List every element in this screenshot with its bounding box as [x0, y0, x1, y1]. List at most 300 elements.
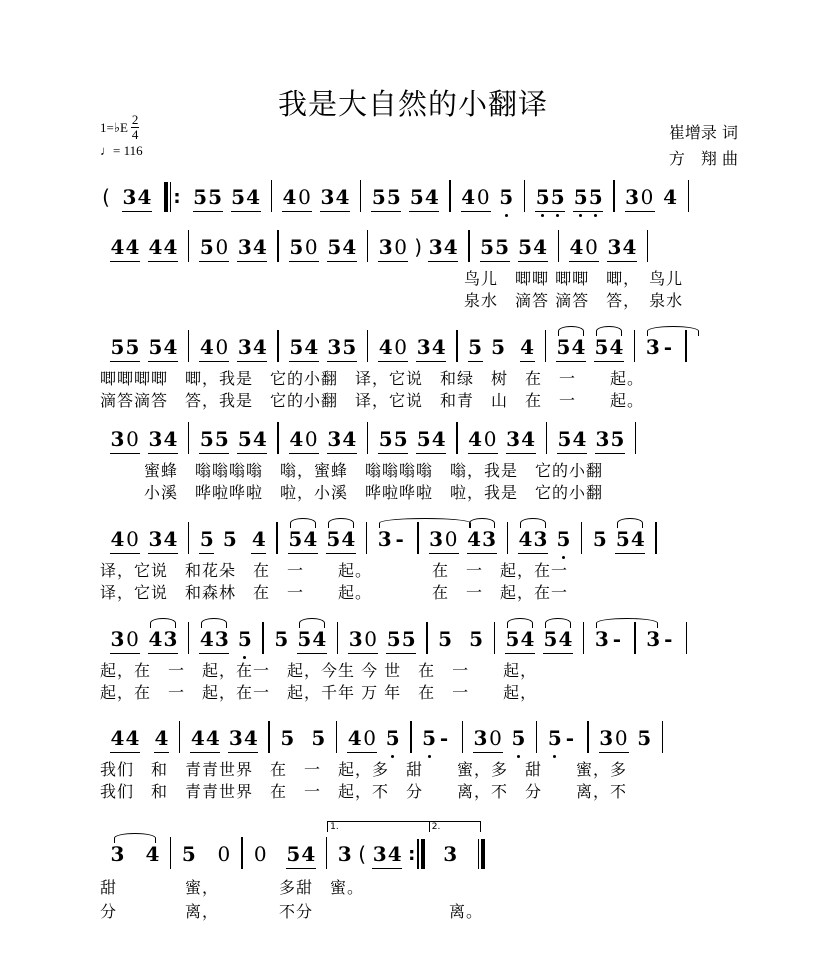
beat-group	[645, 336, 675, 361]
note: 4	[252, 427, 267, 451]
beat-group	[286, 843, 316, 869]
measure	[100, 528, 188, 554]
credits	[669, 120, 738, 172]
note: 4	[199, 627, 214, 651]
beat-group	[422, 727, 452, 752]
note: 5	[422, 726, 437, 750]
note: 0	[394, 235, 408, 259]
note: 3	[473, 726, 488, 750]
measure	[635, 336, 685, 361]
note: 3	[482, 527, 497, 551]
note: 0	[215, 335, 229, 359]
beat-group	[148, 236, 178, 262]
measure	[361, 186, 449, 212]
beat-group	[110, 727, 140, 753]
beat-group	[556, 336, 586, 362]
note: 5	[288, 527, 303, 551]
note: 5	[280, 726, 295, 750]
note: 3	[607, 235, 622, 259]
note: 4	[347, 726, 362, 750]
note: 3	[533, 527, 548, 551]
note: 4	[342, 427, 357, 451]
note: 4	[335, 185, 350, 209]
repeat-end-sign: :	[408, 839, 425, 869]
lyrics-verse-2: 分 离， 不分 离。	[100, 902, 484, 921]
note: 5	[556, 335, 571, 359]
note: 5	[222, 527, 237, 551]
lyricist: 崔增录 词	[668, 123, 738, 142]
note: 5	[469, 627, 484, 651]
measure	[100, 628, 188, 654]
beat-group	[518, 528, 548, 554]
beat-group	[148, 336, 178, 362]
note: 0	[640, 185, 654, 209]
note: 3	[237, 335, 252, 359]
note: 0	[126, 627, 139, 651]
beat-group	[378, 428, 408, 454]
measure	[537, 727, 587, 752]
beat-group	[556, 528, 571, 553]
beat-group	[289, 236, 319, 262]
beat-group	[594, 336, 624, 362]
lyrics-verse-2: 我们 和 青青世界 在 一 起，不 分 离，不 分 离，不	[100, 782, 628, 801]
note: 4	[137, 185, 152, 209]
lyrics-verse-2: 起，在 一 起，在一 起，千年 万 年 在 一 起，	[100, 683, 538, 702]
key-label: 1=♭E	[100, 120, 128, 135]
note: 4	[148, 235, 163, 259]
note: 5	[495, 235, 510, 259]
note: 4	[110, 235, 125, 259]
note: 5	[214, 427, 229, 451]
lyrics-verse-2: 泉水 滴答 滴答 答， 泉水	[464, 291, 684, 310]
note: 3	[148, 527, 163, 551]
note: 0	[304, 235, 318, 259]
beat-group	[228, 727, 258, 753]
beat-group	[253, 843, 268, 868]
note: 5	[543, 627, 558, 651]
note: 0	[126, 527, 139, 551]
note: 4	[243, 726, 258, 750]
measure	[584, 628, 634, 653]
note: 0	[364, 627, 378, 651]
note: 0	[585, 235, 598, 259]
note: 3	[645, 335, 660, 359]
lyrics-verse-1: 唧唧唧唧 唧，我是 它的小翻 译，它说 和绿 树 在 一 起。	[100, 369, 645, 388]
note: 5	[342, 335, 357, 359]
note: 4	[163, 527, 178, 551]
beat-group	[148, 528, 178, 554]
measure	[368, 428, 456, 454]
beat-group	[535, 186, 565, 212]
measure	[100, 428, 188, 454]
note: 4	[520, 335, 535, 359]
measure	[615, 186, 688, 212]
note: 3	[416, 335, 431, 359]
note: 3	[348, 627, 363, 651]
measure	[431, 822, 493, 869]
beat-group	[547, 727, 577, 752]
note: 0	[304, 427, 318, 451]
beat-group	[480, 236, 510, 262]
beat-group	[377, 528, 407, 553]
measure	[495, 628, 583, 654]
measure	[428, 628, 494, 653]
note: 5	[231, 185, 246, 209]
measure	[189, 336, 277, 362]
note: 5	[491, 335, 506, 359]
beat-group	[199, 236, 229, 262]
notation-row	[100, 336, 687, 360]
beat-group	[251, 528, 266, 554]
note: 5	[208, 185, 223, 209]
beat-group	[615, 528, 645, 554]
note: 0	[253, 842, 267, 866]
notation-row	[100, 186, 689, 210]
note: 4	[609, 335, 624, 359]
note: 4	[571, 335, 586, 359]
lyrics-verse-1: 甜 蜜， 多甜 蜜。	[100, 878, 365, 897]
note: 4	[558, 627, 573, 651]
note: 5	[438, 627, 453, 651]
note: 5	[401, 627, 416, 651]
measure	[189, 428, 277, 454]
note: 4	[154, 726, 169, 750]
measure	[636, 628, 686, 653]
beat-group	[386, 628, 416, 654]
notation-row	[100, 236, 648, 260]
notation-row	[100, 528, 657, 552]
lyrics-verse-2: 小溪 哗啦哗啦 啦，小溪 哗啦哗啦 啦，我是 它的小翻	[144, 483, 604, 502]
key-tempo-block	[100, 113, 143, 159]
note: 4	[252, 335, 267, 359]
beat-group	[599, 727, 629, 753]
measure	[264, 628, 337, 654]
note: 0	[217, 842, 231, 866]
beat-group	[122, 186, 152, 212]
final-barline	[476, 839, 485, 869]
measure	[183, 186, 271, 212]
note: 5	[505, 627, 520, 651]
beat-group	[506, 428, 536, 454]
lyrics-verse-1: 起，在 一 起，在一 起，今生 今 世 在 一 起，	[100, 661, 538, 680]
beat-group	[416, 336, 446, 362]
measure	[547, 428, 635, 454]
barline	[655, 522, 656, 554]
beat-group	[327, 428, 357, 454]
note: 5	[125, 335, 140, 359]
beat-group	[145, 843, 160, 868]
beat-group	[326, 528, 356, 554]
beat-group	[438, 628, 453, 653]
beat-group	[237, 236, 267, 262]
note: -	[612, 627, 621, 651]
beat-group	[409, 186, 439, 212]
measure	[100, 236, 188, 262]
beat-group	[110, 236, 140, 262]
measure	[582, 528, 655, 554]
note: 0	[476, 185, 490, 209]
beat-group	[372, 843, 402, 869]
measure	[112, 186, 162, 212]
note: 5	[199, 235, 214, 259]
note: 4	[252, 235, 267, 259]
note: 5	[297, 627, 312, 651]
beat-group	[428, 236, 458, 262]
note: 0	[489, 726, 502, 750]
beat-group	[320, 186, 350, 212]
beat-group	[181, 843, 196, 868]
note: 0	[126, 427, 139, 451]
note: 4	[145, 842, 160, 866]
beat-group	[297, 628, 327, 654]
time-top: 2	[131, 112, 139, 127]
beat-group	[637, 727, 652, 752]
note: 4	[246, 185, 261, 209]
note: 3	[625, 185, 639, 209]
beat-group	[467, 528, 497, 554]
note: 3	[594, 627, 609, 651]
measure	[272, 186, 360, 212]
beat-group	[646, 628, 676, 653]
notation-row	[100, 428, 636, 452]
measure	[589, 727, 662, 753]
beat-group	[199, 628, 229, 654]
beat-group	[473, 727, 503, 753]
beat-group	[385, 727, 400, 752]
beat-group	[222, 528, 237, 553]
barline	[688, 180, 689, 212]
note: 5	[378, 427, 393, 451]
beat-group	[573, 186, 603, 212]
beat-group	[371, 186, 401, 212]
beat-group	[518, 236, 548, 262]
note: 5	[499, 185, 514, 209]
note: 3	[428, 235, 443, 259]
repeat-start-sign: :	[164, 182, 181, 212]
note: 5	[511, 726, 526, 750]
note: 5	[480, 235, 495, 259]
note: 5	[518, 235, 533, 259]
note: 5	[610, 427, 625, 451]
beat-group	[190, 727, 220, 753]
beat-group	[327, 236, 357, 262]
note: 5	[386, 185, 401, 209]
note: 5	[148, 335, 163, 359]
note: 3	[646, 627, 661, 651]
beat-group	[110, 428, 140, 454]
note: 4	[387, 842, 402, 866]
note: 3	[327, 335, 342, 359]
note: -	[395, 527, 404, 551]
beat-group	[154, 727, 169, 753]
note: 5	[547, 726, 562, 750]
measure	[338, 628, 426, 654]
beat-group	[469, 628, 484, 653]
beat-group	[231, 186, 261, 212]
barline	[662, 721, 663, 753]
beat-group	[378, 336, 408, 362]
measure	[100, 843, 170, 868]
note: 4	[110, 726, 125, 750]
time-bottom: 4	[131, 127, 139, 142]
note: 4	[199, 335, 214, 359]
note: 4	[282, 185, 297, 209]
note: 5	[594, 335, 609, 359]
measure	[367, 528, 417, 553]
note: 5	[468, 335, 483, 359]
note: 4	[443, 235, 458, 259]
measure	[279, 336, 367, 362]
measure	[243, 843, 326, 869]
measure	[278, 528, 366, 554]
note: 3	[228, 726, 243, 750]
note: 5	[573, 185, 588, 209]
note: 5	[237, 627, 252, 651]
note: 5	[326, 527, 341, 551]
beat-group	[543, 628, 573, 654]
note: 4	[163, 235, 178, 259]
note: 4	[110, 527, 125, 551]
note: 5	[557, 427, 572, 451]
note: 3	[110, 427, 125, 451]
note: 4	[163, 427, 178, 451]
note: 5	[393, 427, 408, 451]
beat-group	[595, 428, 625, 454]
beat-group	[280, 727, 295, 752]
note: 4	[125, 726, 140, 750]
lyrics-verse-1: 我们 和 青青世界 在 一 起，多 甜 蜜，多 甜 蜜，多	[100, 760, 628, 779]
slur-arc	[379, 518, 471, 528]
note: 4	[125, 235, 140, 259]
note: -	[664, 627, 673, 651]
measure	[337, 727, 410, 753]
beat-group	[274, 628, 289, 653]
note: 4	[251, 527, 266, 551]
measure	[559, 236, 647, 262]
key-signature	[100, 113, 143, 142]
note: 3	[337, 842, 352, 866]
open-paren: (	[102, 185, 110, 209]
measure	[412, 727, 462, 752]
measure	[171, 843, 241, 868]
note: 3	[377, 527, 392, 551]
notation-row	[100, 822, 493, 867]
measure	[189, 528, 276, 554]
note: 5	[274, 627, 289, 651]
note: 3	[372, 842, 387, 866]
note: 4	[467, 527, 482, 551]
note: -	[565, 726, 574, 750]
note: 3	[110, 842, 125, 866]
note: 4	[148, 627, 163, 651]
beat-group	[327, 336, 357, 362]
note: 0	[394, 335, 408, 359]
measure	[458, 336, 545, 362]
note: -	[663, 335, 672, 359]
note: 5	[110, 335, 125, 359]
barline	[635, 422, 636, 454]
note: 0	[444, 527, 458, 551]
note: 3	[327, 427, 342, 451]
measure	[180, 727, 268, 753]
note: 5	[416, 427, 431, 451]
note: 4	[289, 427, 304, 451]
note: 3	[237, 235, 252, 259]
measure	[368, 336, 456, 362]
beat-group	[110, 843, 125, 868]
note: 3	[148, 427, 163, 451]
note: 4	[533, 235, 548, 259]
note: 5	[193, 185, 208, 209]
note: 5	[181, 842, 196, 866]
measure	[189, 236, 277, 262]
song-title: 我是大自然的小翻译	[277, 87, 548, 121]
note: 5	[637, 726, 652, 750]
note: 4	[572, 427, 587, 451]
beat-group	[148, 428, 178, 454]
beat-group	[289, 336, 319, 362]
beat-group	[110, 336, 140, 362]
note: 3	[320, 185, 335, 209]
measure	[451, 186, 524, 212]
beat-group	[193, 186, 223, 212]
note: 4	[342, 235, 357, 259]
barline	[686, 622, 687, 654]
note: 3	[214, 627, 229, 651]
beat-group	[429, 528, 459, 554]
note: 5	[386, 627, 401, 651]
beat-group	[663, 186, 678, 211]
note: 5	[199, 527, 214, 551]
note: 3	[122, 185, 137, 209]
measure	[470, 236, 558, 262]
note: 3	[595, 427, 610, 451]
beat-group	[311, 727, 326, 752]
measure	[100, 336, 188, 362]
beat-group	[199, 336, 229, 362]
beat-group	[199, 428, 229, 454]
beat-group	[557, 428, 587, 454]
note: 3	[443, 842, 458, 866]
measure	[546, 336, 634, 362]
note: 5	[327, 235, 342, 259]
measure	[189, 628, 262, 654]
note: 5	[371, 185, 386, 209]
beat-group	[110, 628, 140, 654]
note: 0	[215, 235, 229, 259]
measure	[419, 528, 507, 554]
lyrics-verse-1: 鸟儿 唧唧 唧唧 唧， 鸟儿	[464, 269, 684, 288]
beat-group	[468, 428, 498, 454]
note: 4	[663, 185, 677, 209]
note: 4	[630, 527, 645, 551]
lyrics-verse-2: 滴答滴答 答，我是 它的小翻 译，它说 和青 山 在 一 起。	[100, 391, 645, 410]
beat-group	[505, 628, 535, 654]
note: 4	[163, 335, 178, 359]
note: 3	[378, 235, 393, 259]
note: 4	[205, 726, 220, 750]
note: 4	[520, 627, 535, 651]
note: 5	[550, 185, 565, 209]
note: 4	[424, 185, 439, 209]
measure	[100, 727, 179, 753]
note: 4	[431, 335, 446, 359]
note: 4	[431, 427, 446, 451]
note: 0	[298, 185, 311, 209]
beat-group	[237, 336, 267, 362]
beat-group	[237, 428, 267, 454]
beat-group	[110, 528, 140, 554]
